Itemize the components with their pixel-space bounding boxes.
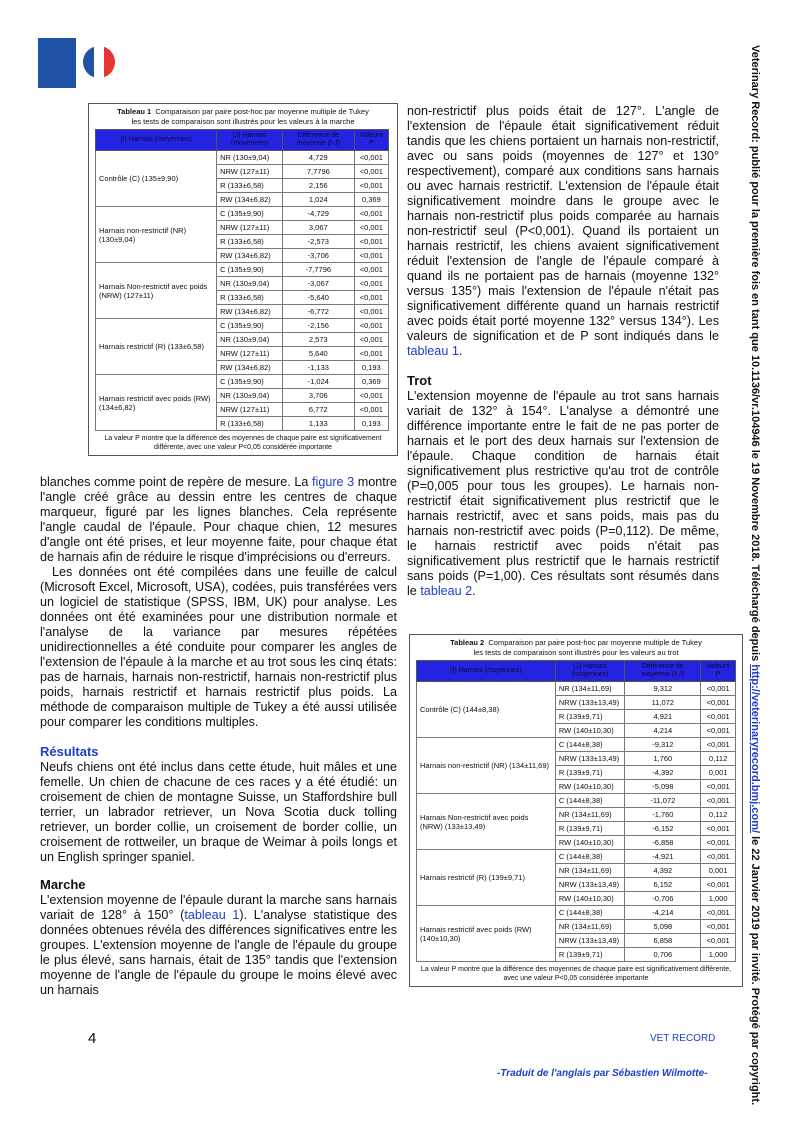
p-value-cell: <0,001: [354, 347, 388, 361]
mean-diff-cell: 4,392: [625, 864, 701, 878]
text: ). L'analyse statistique des données obtenues révéla des différences significatives entre les groupes. L'extension moyenne de l'angle de l'épaule du groupe le plus élevé, sans harnais, était de 135° tandis que l'extension moyenne de l'angle de l'épaule du groupe le moins élevé avec un harnais: [40, 908, 397, 997]
table-header-cell: Différence de moyenne (I-J): [282, 130, 354, 151]
p-value-cell: <0,001: [701, 682, 736, 696]
text: .: [472, 584, 476, 598]
p-value-cell: <0,001: [354, 179, 388, 193]
p-value-cell: <0,001: [701, 822, 736, 836]
p-value-cell: 0,193: [354, 361, 388, 375]
group-label: Harnais Non-restrictif avec poids (NRW) (133±13,49): [417, 794, 556, 850]
mean-diff-cell: -3,067: [282, 277, 354, 291]
p-value-cell: 0,001: [701, 766, 736, 780]
sidebar-suffix: le 22 Janvier 2019 par invité. Protégé par copyright.: [749, 833, 761, 1106]
mean-diff-cell: 1,133: [282, 417, 354, 431]
table-header-cell: (J) Harnais (moyennes): [555, 661, 625, 682]
paragraph: [40, 475, 397, 565]
group-label: Harnais non-restrictif (NR) (130±9,04): [96, 207, 217, 263]
table-2-note: La valeur P montre que la différence des moyennes de chaque paire est significativement différente, avec une valeur P<0,05 considérée importante: [420, 966, 732, 982]
p-value-cell: 0,001: [701, 864, 736, 878]
mean-diff-cell: 4,921: [625, 710, 701, 724]
p-value-cell: 1,000: [701, 948, 736, 962]
comparison-cell: R (133±6,58): [217, 417, 283, 431]
table-1-caption: [93, 107, 393, 126]
sidebar-copyright: [744, 45, 764, 1106]
p-value-cell: <0,001: [354, 305, 388, 319]
group-label: Harnais non-restrictif (NR) (134±11,69): [417, 738, 556, 794]
comparison-cell: NR (134±11,69): [555, 808, 625, 822]
text: L'extension moyenne de l'épaule durant la marche sans harnais variait de 128° à 150° (: [40, 893, 397, 922]
mean-diff-cell: 5,098: [625, 920, 701, 934]
mean-diff-cell: 6,858: [625, 934, 701, 948]
p-value-cell: <0,001: [354, 263, 388, 277]
right-column: [407, 104, 719, 599]
p-value-cell: <0,001: [354, 277, 388, 291]
p-value-cell: <0,001: [701, 710, 736, 724]
mean-diff-cell: -6,772: [282, 305, 354, 319]
journal-name: VET RECORD: [650, 1033, 716, 1044]
comparison-cell: NRW (133±13,49): [555, 934, 625, 948]
comparison-cell: NR (130±9,04): [217, 277, 283, 291]
table-row: [96, 207, 389, 221]
text: blanches comme point de repère de mesure. La: [40, 475, 313, 489]
comparison-cell: C (144±8,38): [555, 738, 625, 752]
page-number: 4: [88, 1030, 97, 1047]
comparison-cell: RW (134±6,82): [217, 361, 283, 375]
comparison-cell: C (135±9,90): [217, 207, 283, 221]
comparison-cell: NRW (133±13,49): [555, 696, 625, 710]
paragraph: [407, 104, 719, 359]
p-value-cell: <0,001: [701, 878, 736, 892]
france-flag-icon: [83, 46, 115, 78]
group-label: Contrôle (C) (135±9,90): [96, 151, 217, 207]
comparison-cell: C (135±9,90): [217, 375, 283, 389]
p-value-cell: <0,001: [701, 794, 736, 808]
comparison-cell: RW (140±10,30): [555, 724, 625, 738]
p-value-cell: 0,112: [701, 808, 736, 822]
comparison-cell: RW (140±10,30): [555, 836, 625, 850]
mean-diff-cell: -0,706: [625, 892, 701, 906]
table-row: [417, 906, 736, 920]
paragraph: Neufs chiens ont été inclus dans cette étude, huit mâles et une femelle. Un chien de chacune de ces races y a été étudié: un croisement de chien de montagne Suisse, un Staffordshire bull terrier, un labrador retriever, un Nova Scotia duck tolling retriever, un border collie, un croisement de border collie, un croisement de rottweiler, un braque de Weimar à poils longs et un English springer spaniel.: [40, 760, 397, 864]
comparison-cell: R (139±9,71): [555, 710, 625, 724]
paragraph: [40, 893, 397, 998]
blue-block: [38, 38, 76, 88]
table-header-cell: (J) Harnais (moyennes): [217, 130, 283, 151]
table-header-cell: (I) Harnais (moyennes): [417, 661, 556, 682]
mean-diff-cell: 6,152: [625, 878, 701, 892]
mean-diff-cell: -3,706: [282, 249, 354, 263]
comparison-cell: NR (134±11,69): [555, 920, 625, 934]
mean-diff-cell: -2,573: [282, 235, 354, 249]
comparison-cell: R (133±6,58): [217, 179, 283, 193]
comparison-cell: C (144±8,38): [555, 850, 625, 864]
p-value-cell: <0,001: [354, 291, 388, 305]
comparison-cell: NRW (127±11): [217, 403, 283, 417]
comparison-cell: R (133±6,58): [217, 291, 283, 305]
mean-diff-cell: -6,858: [625, 836, 701, 850]
p-value-cell: <0,001: [354, 389, 388, 403]
mean-diff-cell: -4,214: [625, 906, 701, 920]
table-row: [96, 375, 389, 389]
p-value-cell: <0,001: [354, 207, 388, 221]
p-value-cell: <0,001: [354, 235, 388, 249]
table-2-box: [409, 634, 743, 987]
mean-diff-cell: -9,312: [625, 738, 701, 752]
heading-trot: Trot: [407, 373, 432, 388]
mean-diff-cell: -1,760: [625, 808, 701, 822]
p-value-cell: 0,369: [354, 193, 388, 207]
mean-diff-cell: -4,729: [282, 207, 354, 221]
table-row: [417, 794, 736, 808]
table-1-caption-line2: les tests de comparaison sont illustrés pour les valeurs à la marche: [131, 116, 355, 126]
p-value-cell: <0,001: [354, 165, 388, 179]
mean-diff-cell: 7,7796: [282, 165, 354, 179]
table-header-cell: Différence de moyenne (I-J): [625, 661, 701, 682]
table-2-caption-line2: les tests de comparaison sont illustrés pour les valeurs au trot: [473, 647, 679, 657]
sidebar-prefix: Veterinary Record: publié pour la première fois en tant que 10.1136/vr.104946 le 19 Novembre 2018. Téléchargé depuis: [749, 45, 761, 665]
p-value-cell: <0,001: [701, 850, 736, 864]
comparison-cell: NRW (127±11): [217, 221, 283, 235]
mean-diff-cell: 4,214: [625, 724, 701, 738]
paragraph: Les données ont été compilées dans une feuille de calcul (Microsoft Excel, Microsoft, USA), codées, puis transférées vers un logiciel de statistique (SPSS, IBM, UK) pour analyse. Les données ont été examinées pour une distribution normale et l'analyse de la variance par mesures répétées unidirectionnelles a été conduite pour comparer les angles de l'extension de l'épaule à la marche et au trot sous les cinq états: pas de harnais, harnais non-restrictif, harnais non-restrictif plus poids, harnais restrictif et harnais restrictif plus poids. La méthode de comparaison multiple de Tukey a été aussi utilisée pour comparer les conditions multiples.: [40, 565, 397, 729]
heading-results: Résultats: [40, 744, 99, 759]
text: montre l'angle créé grâce au dessin entre les centres de chaque marqueur, figuré par les lignes blanches. Cela représente l'angle caudal de l'épaule. Pour chaque chien, 12 mesures d'angle ont été prises, et leur moyenne faite, pour chaque état de harnais afin de réduire le risque d'imprécisions ou d'erreurs.: [40, 475, 398, 564]
p-value-cell: <0,001: [354, 151, 388, 165]
comparison-cell: NRW (133±13,49): [555, 752, 625, 766]
table-row: [96, 263, 389, 277]
p-value-cell: <0,001: [701, 836, 736, 850]
paragraph: [407, 389, 719, 599]
table-1-link[interactable]: tableau 1: [407, 344, 459, 358]
table-1: [95, 129, 389, 431]
comparison-cell: RW (134±6,82): [217, 193, 283, 207]
table-header-cell: Valeurs P: [701, 661, 736, 682]
mean-diff-cell: -7,7796: [282, 263, 354, 277]
mean-diff-cell: 3,706: [282, 389, 354, 403]
comparison-cell: C (144±8,38): [555, 794, 625, 808]
mean-diff-cell: -1,133: [282, 361, 354, 375]
mean-diff-cell: 0,706: [625, 948, 701, 962]
p-value-cell: <0,001: [701, 696, 736, 710]
text: .: [458, 344, 463, 358]
comparison-cell: RW (134±6,82): [217, 249, 283, 263]
table-row: [417, 738, 736, 752]
mean-diff-cell: 9,312: [625, 682, 701, 696]
p-value-cell: <0,001: [354, 249, 388, 263]
group-label: Harnais Non-restrictif avec poids (NRW) (127±11): [96, 263, 217, 319]
p-value-cell: <0,001: [701, 920, 736, 934]
p-value-cell: <0,001: [354, 319, 388, 333]
mean-diff-cell: 5,640: [282, 347, 354, 361]
table-2: [416, 660, 736, 962]
text: non-restrictif plus poids était de 127°. L'angle de l'extension de l'épaule était significativement réduit tandis que les chiens portaient un harnais non-restrictif, avec ou sans poids (moyennes de 127° et 130° respectivement), comparé aux conditions sans harnais ou avec harnais restrictif. L'extension de l'épaule était significativement moindre dans le groupe avec le harnais non-restrictif plus poids comparée au harnais non-restrictif seul (P<0,001). Quand ils portaient un harnais restrictif, les chiens avaient significativement réduit l'extension de l'angle de l'épaule comparé à quand ils ne portaient pas de harnais (moyenne 132° versus 135°) mais l'extension de l'épaule n'était pas significativement différente quand un harnais restrictif avec poids était porté moyenne 132° versus 134°). Les valeurs de signification et de P sont indiqués dans le: [407, 104, 719, 343]
comparison-cell: NR (130±9,04): [217, 389, 283, 403]
mean-diff-cell: 1,024: [282, 193, 354, 207]
table-1-label: Tableau 1: [117, 107, 152, 116]
comparison-cell: C (135±9,90): [217, 263, 283, 277]
group-label: Harnais restrictif avec poids (RW) (134±6,82): [96, 375, 217, 431]
table-1-note: La valeur P montre que la différence des moyennes de chaque paire est significativement différente, avec une valeur P<0,05 considérée importante: [104, 435, 382, 451]
group-label: Harnais restrictif (R) (139±9,71): [417, 850, 556, 906]
mean-diff-cell: 11,072: [625, 696, 701, 710]
mean-diff-cell: -1,024: [282, 375, 354, 389]
figure-3-link[interactable]: figure 3: [312, 475, 355, 489]
p-value-cell: <0,001: [701, 934, 736, 948]
p-value-cell: <0,001: [701, 780, 736, 794]
table-row: [96, 151, 389, 165]
p-value-cell: <0,001: [701, 724, 736, 738]
mean-diff-cell: 2,573: [282, 333, 354, 347]
table-header-cell: (I) Harnais (moyennes): [96, 130, 217, 151]
p-value-cell: 1,000: [701, 892, 736, 906]
mean-diff-cell: 1,760: [625, 752, 701, 766]
mean-diff-cell: -11,072: [625, 794, 701, 808]
mean-diff-cell: 4,729: [282, 151, 354, 165]
translator-credit: -Traduit de l'anglais par Sébastien Wilmotte-: [497, 1068, 708, 1079]
comparison-cell: NRW (127±11): [217, 165, 283, 179]
table-1-link[interactable]: tableau 1: [184, 908, 240, 922]
group-label: Harnais restrictif (R) (133±6,58): [96, 319, 217, 375]
comparison-cell: R (133±6,58): [217, 235, 283, 249]
p-value-cell: 0,369: [354, 375, 388, 389]
p-value-cell: <0,001: [354, 333, 388, 347]
comparison-cell: NR (134±11,69): [555, 682, 625, 696]
heading-marche: Marche: [40, 877, 86, 892]
mean-diff-cell: -4,921: [625, 850, 701, 864]
comparison-cell: RW (140±10,30): [555, 780, 625, 794]
table-header-cell: Valeurs P: [354, 130, 388, 151]
mean-diff-cell: -2,156: [282, 319, 354, 333]
comparison-cell: C (135±9,90): [217, 319, 283, 333]
comparison-cell: R (139±9,71): [555, 766, 625, 780]
group-label: Harnais restrictif avec poids (RW) (140±10,30): [417, 906, 556, 962]
comparison-cell: NR (130±9,04): [217, 151, 283, 165]
group-label: Contrôle (C) (144±8,38): [417, 682, 556, 738]
table-row: [96, 319, 389, 333]
mean-diff-cell: -4,392: [625, 766, 701, 780]
table-2-caption: [414, 638, 738, 657]
left-column: [40, 475, 397, 998]
mean-diff-cell: -5,098: [625, 780, 701, 794]
mean-diff-cell: 3,067: [282, 221, 354, 235]
comparison-cell: NR (134±11,69): [555, 864, 625, 878]
p-value-cell: <0,001: [701, 906, 736, 920]
mean-diff-cell: -6,152: [625, 822, 701, 836]
table-1-box: [88, 103, 398, 456]
table-2-caption-line1: Comparaison par paire post-hoc par moyenne multiple de Tukey: [488, 638, 702, 647]
comparison-cell: R (139±9,71): [555, 948, 625, 962]
table-row: [417, 682, 736, 696]
comparison-cell: RW (140±10,30): [555, 892, 625, 906]
comparison-cell: NR (130±9,04): [217, 333, 283, 347]
p-value-cell: <0,001: [701, 738, 736, 752]
comparison-cell: R (139±9,71): [555, 822, 625, 836]
table-2-link[interactable]: tableau 2: [420, 584, 473, 598]
mean-diff-cell: 6,772: [282, 403, 354, 417]
table-2-label: Tableau 2: [450, 638, 485, 647]
p-value-cell: <0,001: [354, 221, 388, 235]
table-row: [417, 850, 736, 864]
table-1-caption-line1: Comparaison par paire post-hoc par moyenne multiple de Tukey: [155, 107, 369, 116]
comparison-cell: RW (134±6,82): [217, 305, 283, 319]
mean-diff-cell: -5,640: [282, 291, 354, 305]
comparison-cell: NRW (133±13,49): [555, 878, 625, 892]
p-value-cell: 0,193: [354, 417, 388, 431]
comparison-cell: C (144±8,38): [555, 906, 625, 920]
comparison-cell: NRW (127±11): [217, 347, 283, 361]
p-value-cell: 0,112: [701, 752, 736, 766]
p-value-cell: <0,001: [354, 403, 388, 417]
mean-diff-cell: 2,156: [282, 179, 354, 193]
sidebar-link[interactable]: http://veterinaryrecord.bmj.com/: [749, 664, 761, 834]
text: L'extension moyenne de l'épaule au trot sans harnais variait de 132° à 154°. L'analyse a démontré une différence importante entre le fait de ne pas porter de harnais et le port des deux harnais sur l'extension de l'épaule. Chaque condition de harnais était significativement plus restrictive qu'au trot de contrôle (P=0,005 pour tous les groupes). Le harnais non-restrictif était significativement plus restrictif que le harnais restrictif, avec et sans poids, mais pas du harnais non-restrictif avec poids (P=0,112). De même, le harnais restrictif avec poids n'était pas significativement plus restrictif que le harnais restrictif sans poids (P=1,00). Ces résultats sont résumés dans le: [407, 389, 719, 598]
